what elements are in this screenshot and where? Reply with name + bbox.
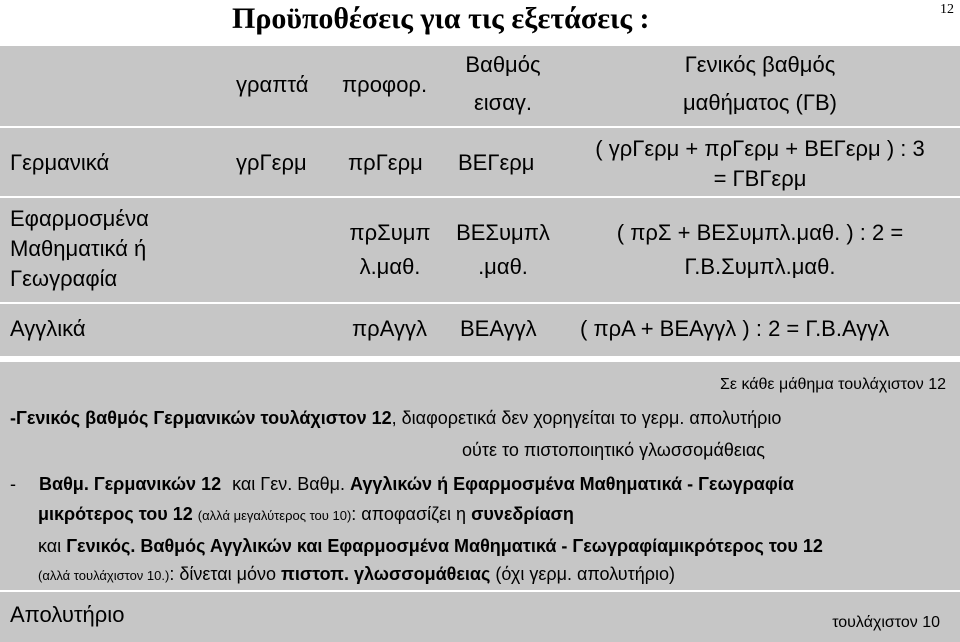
rule-3: [38, 536, 823, 557]
rule-2-line-2-bold-end: συνεδρίαση: [471, 504, 574, 524]
applied-oral-1: πρΣυμπ: [349, 220, 431, 245]
rule-3-bold-2: πιστοπ. γλωσσομάθειας: [281, 564, 491, 584]
rule-3-pre: και: [38, 536, 62, 556]
rules-background: [0, 362, 960, 642]
rule-2-line-2-rest: : αποφασίζει η: [351, 504, 467, 524]
rule-2-line-2: [38, 504, 574, 525]
rule-2: [10, 474, 794, 495]
rule-2-dash: -: [10, 474, 16, 494]
rule-2-line-2-small: (αλλά μεγαλύτερος του 10): [197, 508, 352, 523]
row-divider: [0, 590, 960, 592]
german-formula-2: = ΓΒΓερμ: [713, 166, 807, 191]
header-oral: προφορ.: [342, 72, 428, 97]
english-formula: ( πρΑ + ΒΕΑγγλ ) : 2 = Γ.Β.Αγγλ: [580, 316, 890, 341]
german-written: γρΓερμ: [236, 150, 307, 175]
applied-formula-1: ( πρΣ + ΒΕΣυμπλ.μαθ. ) : 2 =: [616, 220, 904, 245]
applied-entry-2: .μαθ.: [478, 254, 528, 279]
footer-min: τουλάχιστον 10: [832, 614, 940, 631]
rule-1-bold: -Γενικός βαθμός Γερμανικών τουλάχιστον 12: [10, 408, 392, 428]
german-subject: Γερμανικά: [10, 150, 110, 175]
header-written: γραπτά: [236, 72, 309, 97]
rule-3-mid: : δίνεται μόνο: [169, 564, 277, 584]
english-oral: πρΑγγλ: [352, 316, 427, 341]
rule-2-line-2-bold: μικρότερος του 12: [38, 504, 193, 524]
applied-subject-3: Γεωγραφία: [10, 266, 118, 291]
rule-3-bold: Γενικός. Βαθμός Αγγλικών και Εφαρμοσμένα Μαθηματικά - Γεωγραφίαμικρότερος του 12: [66, 536, 823, 556]
applied-subject-1: Εφαρμοσμένα: [10, 206, 149, 231]
rule-1: [10, 408, 781, 429]
page-number: 12: [940, 2, 954, 17]
each-subject-min: Σε κάθε μάθημα τουλάχιστον 12: [720, 376, 946, 393]
applied-subject-2: Μαθηματικά ή: [10, 236, 147, 261]
rule-2-bold: Βαθμ. Γερμανικών 12: [39, 474, 222, 494]
header-general-1: Γενικός βαθμός: [684, 52, 836, 77]
german-entry: ΒΕΓερμ: [458, 150, 535, 175]
english-subject: Αγγλικά: [10, 316, 86, 341]
page-title: Προϋποθέσεις για τις εξετάσεις :: [232, 2, 650, 35]
german-formula-1: ( γρΓερμ + πρΓερμ + ΒΕΓερμ ) : 3: [595, 136, 925, 161]
german-oral: πρΓερμ: [348, 150, 423, 175]
rule-3-small: (αλλά τουλάχιστον 10.): [38, 568, 170, 583]
applied-entry-1: ΒΕΣυμπλ: [456, 220, 550, 245]
header-entry-2: εισαγ.: [473, 90, 533, 115]
footer-label: Απολυτήριο: [10, 602, 125, 627]
rule-3-line-2: [38, 564, 675, 585]
rule-1-rest: , διαφορετικά δεν χορηγείται το γερμ. απολυτήριο: [391, 408, 782, 428]
applied-formula-2: Γ.Β.Συμπλ.μαθ.: [684, 254, 836, 279]
rule-1-line-2: ούτε το πιστοποιητικό γλωσσομάθειας: [462, 440, 765, 460]
row-divider: [0, 126, 960, 128]
rule-2-bold-2: Αγγλικών ή Εφαρμοσμένα Μαθηματικά - Γεωγραφία: [350, 474, 794, 494]
row-divider: [0, 196, 960, 198]
row-divider: [0, 302, 960, 304]
rule-3-end: (όχι γερμ. απολυτήριο): [495, 564, 675, 584]
english-entry: ΒΕΑγγλ: [460, 316, 537, 341]
rule-2-mid: και Γεν. Βαθμ.: [232, 474, 346, 494]
header-general-2: μαθήματος (ΓΒ): [682, 90, 838, 115]
applied-oral-2: λ.μαθ.: [359, 254, 421, 279]
header-entry-1: Βαθμός: [465, 52, 541, 77]
